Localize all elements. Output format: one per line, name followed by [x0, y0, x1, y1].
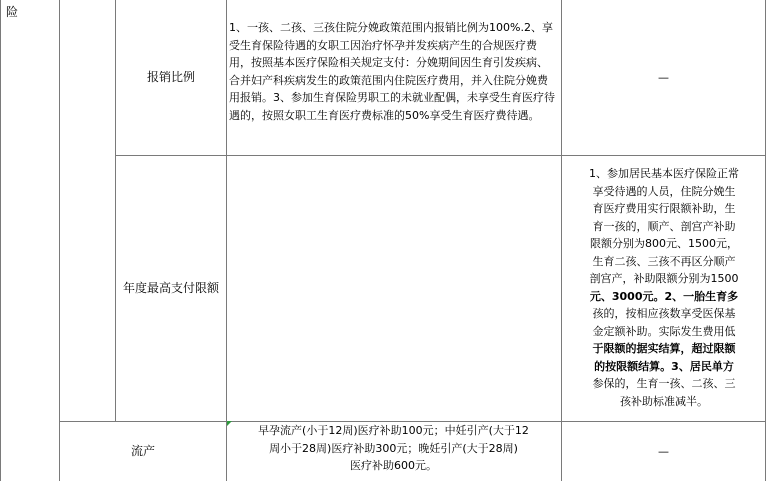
grid-line-v2 — [59, 0, 60, 481]
resident-limit-line-5: 限额分别为800元、1500元， — [590, 237, 738, 250]
reimbursement-ratio-text: 1、一孩、二孩、三孩住院分娩政策范围内报销比例为100%.2、享受生育保险待遇的女职工因治疗怀孕并发疾病产生的合规医疗费用，按照基本医疗保险相关规定支付：分娩期间因生育引发疾病、合并妇产科疾病发生的政策范围内住院医疗费用，并入住院分娩费用报销。3、参加生育保险男职工的未就业配偶，未享受生育医疗待遇的，按照女职工生育医疗费标准的50%享受生育医疗费待遇。 — [229, 21, 555, 122]
resident-limit-line-3: 育医疗费用实行限额补助，生 — [592, 202, 736, 215]
resident-limit-line-2: 享受待遇的人员，住院分娩生 — [592, 184, 736, 198]
resident-limit-line-7: 剖宫产，补助限额分别为1500 — [589, 272, 739, 285]
category-label: 险 — [6, 5, 19, 19]
resident-limit-line-14: 孩补助标准减半。 — [620, 394, 708, 408]
row-label-abortion: 流产 — [130, 443, 155, 458]
resident-limit-line-11: 于限额的据实结算，超过限额 — [592, 342, 736, 355]
resident-abortion-dash: — — [658, 444, 669, 458]
row-label-annual-limit: 年度最高支付限额 — [122, 280, 219, 295]
resident-limit-line-9: 孩的，按相应孩数享受医保基 — [592, 307, 736, 320]
resident-limit-line-12: 的按限额结算。3、居民单方 — [594, 359, 734, 373]
abortion-line-3: 医疗补助600元。 — [350, 459, 437, 472]
abortion-line-2: 周小于28周)医疗补助300元；晚妊引产(大于28周) — [269, 441, 518, 455]
resident-reimbursement-dash: — — [658, 70, 669, 84]
resident-limit-line-6: 生育二孩、三孩不再区分顺产 — [592, 254, 736, 268]
abortion-subsidy-text — [229, 422, 558, 475]
row-label-reimbursement-ratio: 报销比例 — [146, 69, 195, 84]
resident-limit-line-10: 金定额补助。实际发生费用低 — [592, 324, 736, 338]
abortion-line-1: 早孕流产(小于12周)医疗补助100元；中妊引产(大于12 — [258, 424, 529, 437]
resident-limit-line-1: 1、参加居民基本医疗保险正常 — [589, 167, 739, 180]
grid-line-v1 — [0, 0, 1, 481]
resident-annual-limit-text — [572, 165, 756, 410]
resident-limit-line-8: 元、3000元。2、一胎生育多 — [589, 289, 739, 303]
cell-comment-marker — [227, 421, 232, 426]
resident-limit-line-13: 参保的，生育一孩、二孩、三 — [592, 377, 736, 390]
resident-limit-line-4: 育一孩的，顺产、剖宫产补助 — [592, 219, 736, 233]
grid-line-v4 — [226, 0, 227, 481]
